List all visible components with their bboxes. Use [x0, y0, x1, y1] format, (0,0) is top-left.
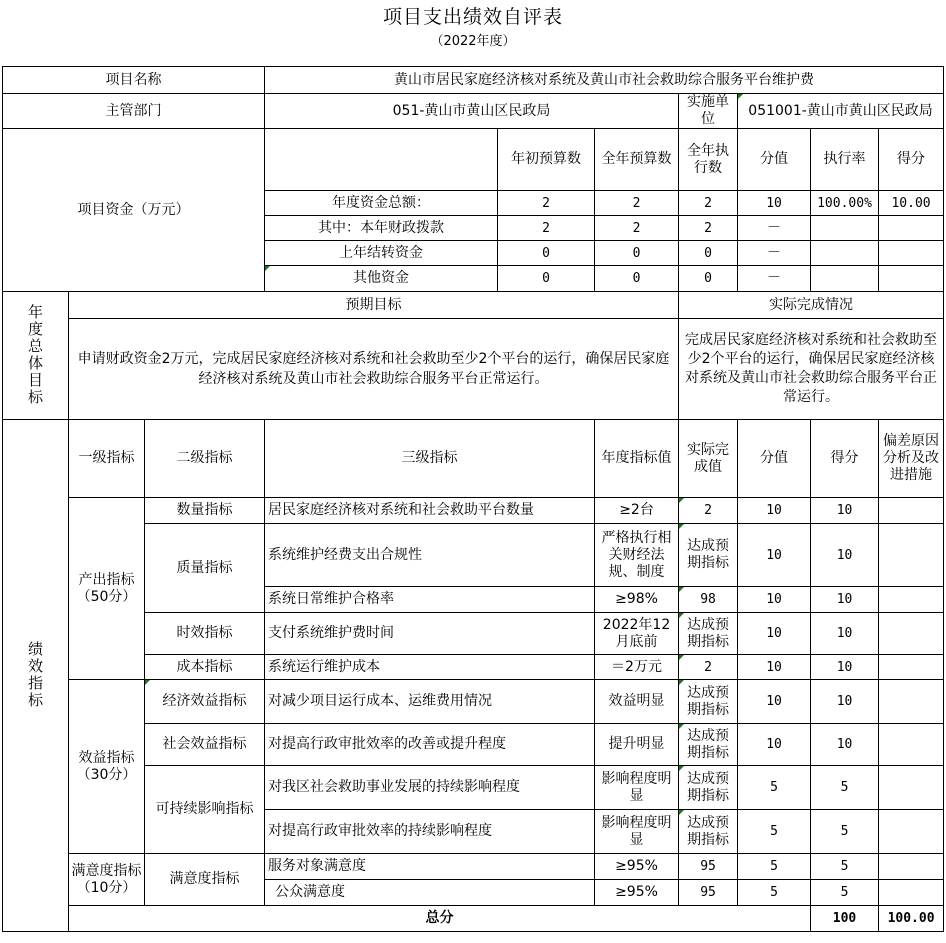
actual-value: 达成预期指标	[679, 810, 738, 854]
dept-label: 主管部门	[3, 94, 265, 129]
funds-header-annual: 全年预算数	[595, 129, 679, 191]
indicator-header-weight: 分值	[738, 420, 811, 498]
target-value: 严格执行相关财经法规、制度	[595, 524, 679, 587]
funds-row-label: 上年结转资金	[265, 241, 498, 266]
funds-header-score: 得分	[879, 129, 944, 191]
total-label: 总分	[69, 906, 811, 932]
score-value: 5	[811, 880, 879, 906]
goals-header-row	[3, 292, 944, 319]
funds-init: 0	[498, 241, 595, 266]
score-value: 5	[811, 854, 879, 880]
weight-value: 5	[738, 854, 811, 880]
target-value: 2022年12月底前	[595, 613, 679, 655]
funds-header-row	[3, 129, 944, 191]
note-value	[879, 724, 944, 766]
funds-exec: 0	[679, 266, 738, 292]
indicator-row	[3, 766, 944, 810]
funds-row-label: 其中：本年财政拨款	[265, 216, 498, 241]
note-value	[879, 854, 944, 880]
l1-output: 产出指标（50分）	[69, 498, 145, 680]
l3-text: 对提高行政审批效率的改善或提升程度	[265, 724, 595, 766]
target-value: 影响程度明显	[595, 766, 679, 810]
report-year: （2022年度）	[430, 34, 516, 49]
score-value: 10	[811, 724, 879, 766]
l2-quality: 质量指标	[145, 524, 265, 613]
l2-social: 社会效益指标	[145, 724, 265, 766]
target-value: ≥95%	[595, 880, 679, 906]
note-value	[879, 498, 944, 524]
note-value	[879, 655, 944, 680]
indicator-header-l3: 三级指标	[265, 420, 595, 498]
score-value: 10	[811, 680, 879, 724]
funds-annual: 2	[595, 191, 679, 216]
indicator-header-note: 偏差原因分析及改进措施	[879, 420, 944, 498]
target-value: 提升明显	[595, 724, 679, 766]
funds-exec: 0	[679, 241, 738, 266]
l2-economic: 经济效益指标	[145, 680, 265, 724]
note-value	[879, 587, 944, 613]
weight-value: 10	[738, 498, 811, 524]
funds-header-init: 年初预算数	[498, 129, 595, 191]
score-value: 5	[811, 810, 879, 854]
funds-weight: 10	[738, 191, 811, 216]
project-name-value: 黄山市居民家庭经济核对系统及黄山市社会救助综合服务平台维护费	[265, 67, 944, 94]
l1-benefit: 效益指标（30分）	[69, 680, 145, 854]
l3-text: 对提高行政审批效率的持续影响程度	[265, 810, 595, 854]
funds-header-weight: 分值	[738, 129, 811, 191]
funds-annual: 0	[595, 266, 679, 292]
actual-value: 2	[679, 655, 738, 680]
funds-init: 2	[498, 191, 595, 216]
score-value: 10	[811, 587, 879, 613]
target-value: 影响程度明显	[595, 810, 679, 854]
funds-rate	[811, 266, 879, 292]
goals-label: 年度总体目标	[3, 292, 69, 420]
weight-value: 10	[738, 724, 811, 766]
indicator-row	[3, 854, 944, 880]
funds-score	[879, 241, 944, 266]
l3-text: 公众满意度	[265, 880, 595, 906]
funds-weight: －	[738, 266, 811, 292]
total-score: 100.00	[879, 906, 944, 932]
score-value: 10	[811, 613, 879, 655]
note-value	[879, 766, 944, 810]
funds-score	[879, 216, 944, 241]
weight-value: 10	[738, 524, 811, 587]
indicator-row	[3, 613, 944, 655]
indicator-header-target: 年度指标值	[595, 420, 679, 498]
indicator-header-l2: 二级指标	[145, 420, 265, 498]
weight-value: 10	[738, 655, 811, 680]
actual-value: 达成预期指标	[679, 680, 738, 724]
actual-value: 达成预期指标	[679, 613, 738, 655]
funds-header-exec: 全年执行数	[679, 129, 738, 191]
actual-value: 2	[679, 498, 738, 524]
target-value: 效益明显	[595, 680, 679, 724]
funds-exec: 2	[679, 191, 738, 216]
funds-exec: 2	[679, 216, 738, 241]
total-row	[3, 906, 944, 932]
indicator-row	[3, 524, 944, 587]
actual-value: 95	[679, 880, 738, 906]
l3-text: 对减少项目运行成本、运维费用情况	[265, 680, 595, 724]
funds-rate	[811, 216, 879, 241]
funds-score: 10.00	[879, 191, 944, 216]
l2-sustain: 可持续影响指标	[145, 766, 265, 854]
weight-value: 10	[738, 613, 811, 655]
indicators-section-label: 绩效指标	[3, 420, 69, 932]
target-value: ≥98%	[595, 587, 679, 613]
note-value	[879, 880, 944, 906]
l3-text: 系统维护经费支出合规性	[265, 524, 595, 587]
goals-content-row	[3, 319, 944, 420]
actual-value: 98	[679, 587, 738, 613]
actual-value: 达成预期指标	[679, 524, 738, 587]
indicator-row	[3, 680, 944, 724]
l3-text: 居民家庭经济核对系统和社会救助平台数量	[265, 498, 595, 524]
page-title: 项目支出绩效自评表	[382, 6, 563, 28]
self-evaluation-table	[2, 66, 944, 932]
project-name-label: 项目名称	[3, 67, 265, 94]
goals-expected-header: 预期目标	[69, 292, 679, 319]
l2-quantity: 数量指标	[145, 498, 265, 524]
funds-header-blank	[265, 129, 498, 191]
impl-label: 实施单位	[679, 94, 738, 129]
weight-value: 10	[738, 587, 811, 613]
indicator-header-row	[3, 420, 944, 498]
score-value: 10	[811, 524, 879, 587]
dept-row	[3, 94, 944, 129]
target-value: ≥95%	[595, 854, 679, 880]
dept-value: 051-黄山市黄山区民政局	[265, 94, 679, 129]
target-value: ≥2台	[595, 498, 679, 524]
l2-satisfy: 满意度指标	[145, 854, 265, 906]
funds-row-label: 年度资金总额：	[265, 191, 498, 216]
score-value: 10	[811, 498, 879, 524]
funds-init: 2	[498, 216, 595, 241]
indicator-header-l1: 一级指标	[69, 420, 145, 498]
funds-annual: 0	[595, 241, 679, 266]
funds-score	[879, 266, 944, 292]
funds-init: 0	[498, 266, 595, 292]
goals-actual-text: 完成居民家庭经济核对系统和社会救助至少2个平台的运行，确保居民家庭经济核对系统及黄山市社会救助综合服务平台正常运行。	[679, 319, 944, 420]
actual-value: 达成预期指标	[679, 724, 738, 766]
goals-expected-text: 申请财政资金2万元，完成居民家庭经济核对系统和社会救助至少2个平台的运行，确保居民家庭经济核对系统及黄山市社会救助综合服务平台正常运行。	[69, 319, 679, 420]
funds-weight: －	[738, 241, 811, 266]
note-value	[879, 810, 944, 854]
total-weight: 100	[811, 906, 879, 932]
l3-text: 服务对象满意度	[265, 854, 595, 880]
indicator-row	[3, 498, 944, 524]
actual-value: 达成预期指标	[679, 766, 738, 810]
funds-rate	[811, 241, 879, 266]
score-value: 10	[811, 655, 879, 680]
l1-satisfaction: 满意度指标（10分）	[69, 854, 145, 906]
target-value: ＝2万元	[595, 655, 679, 680]
note-value	[879, 680, 944, 724]
funds-row-label: 其他资金	[265, 266, 498, 292]
funds-header-rate: 执行率	[811, 129, 879, 191]
score-value: 5	[811, 766, 879, 810]
funds-label: 项目资金（万元）	[3, 129, 265, 292]
weight-value: 10	[738, 680, 811, 724]
l3-text: 对我区社会救助事业发展的持续影响程度	[265, 766, 595, 810]
actual-value: 95	[679, 854, 738, 880]
funds-weight: －	[738, 216, 811, 241]
indicator-row	[3, 724, 944, 766]
goals-actual-header: 实际完成情况	[679, 292, 944, 319]
l3-text: 系统运行维护成本	[265, 655, 595, 680]
l2-cost: 成本指标	[145, 655, 265, 680]
weight-value: 5	[738, 810, 811, 854]
impl-value: 051001-黄山市黄山区民政局	[738, 94, 944, 129]
project-name-row	[3, 67, 944, 94]
weight-value: 5	[738, 880, 811, 906]
funds-rate: 100.00%	[811, 191, 879, 216]
weight-value: 5	[738, 766, 811, 810]
funds-annual: 2	[595, 216, 679, 241]
indicator-header-actual: 实际完成值	[679, 420, 738, 498]
l2-time: 时效指标	[145, 613, 265, 655]
note-value	[879, 524, 944, 587]
indicator-row	[3, 655, 944, 680]
indicator-header-score: 得分	[811, 420, 879, 498]
l3-text: 系统日常维护合格率	[265, 587, 595, 613]
l3-text: 支付系统维护费时间	[265, 613, 595, 655]
note-value	[879, 613, 944, 655]
